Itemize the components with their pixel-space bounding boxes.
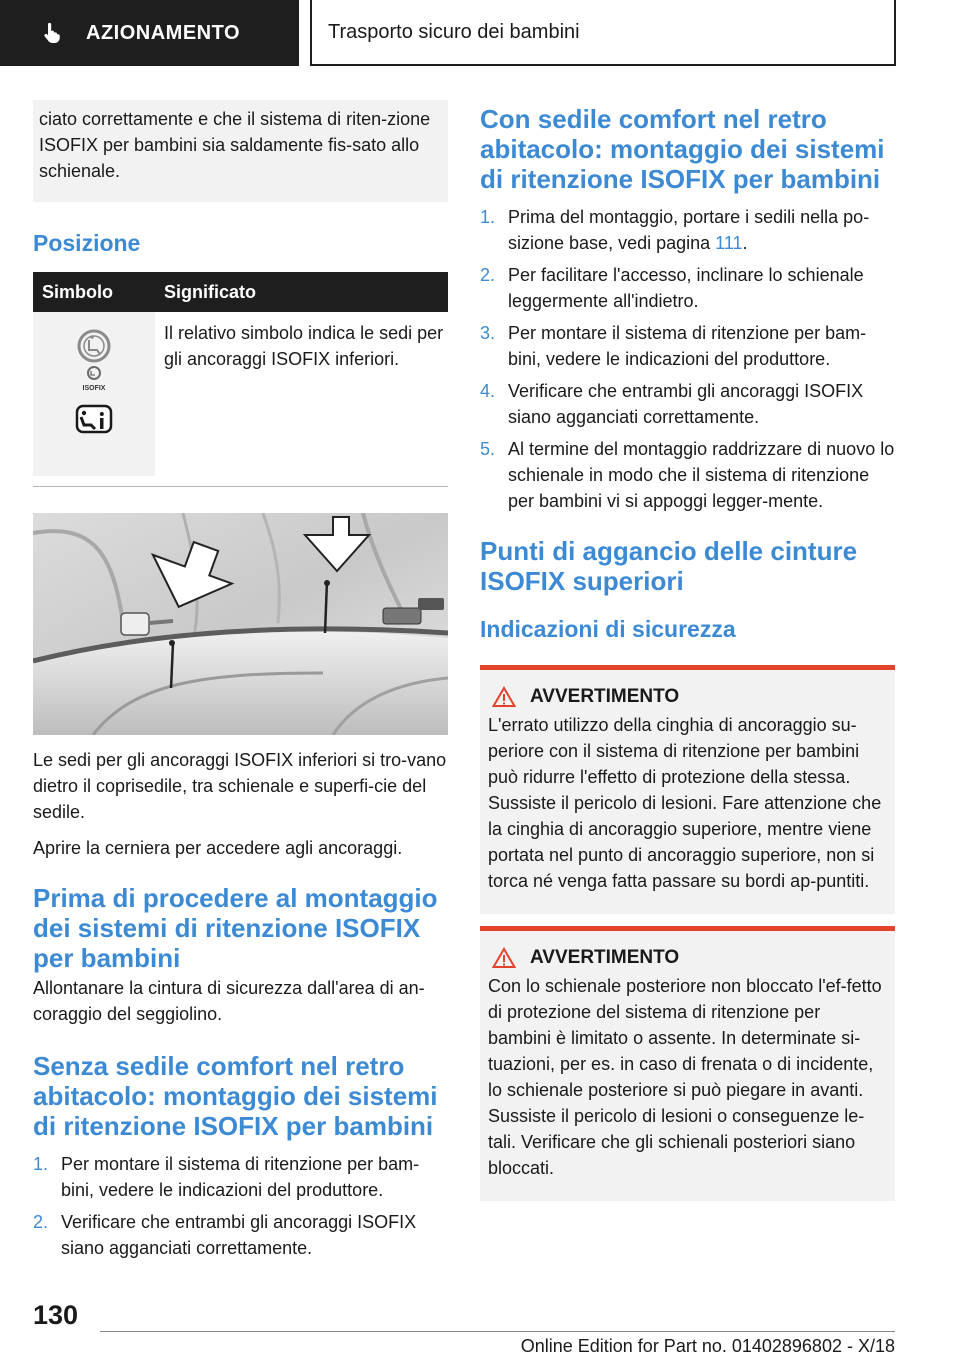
symbol-table-header — [33, 272, 448, 312]
col-header-symbol: Simbolo — [33, 272, 155, 312]
rear-seat-isofix-photo — [33, 513, 448, 735]
safety-heading: Indicazioni di sicurezza — [480, 616, 736, 642]
with-comfort-steps — [480, 204, 895, 514]
list-item: 4. Verificare che entrambi gli ancoraggi ISOFIX siano agganciati correttamente. — [480, 381, 864, 427]
list-item: 1. Prima del montaggio, portare i sedili nella po-sizione base, vedi pagina 111. — [480, 207, 870, 253]
warning-box — [480, 665, 895, 914]
page-number: 130 — [33, 1300, 79, 1330]
edition-text: Online Edition for Part no. 01402896802 - X/18 — [520, 1336, 895, 1356]
warning-title: AVVERTIMENTO — [530, 686, 680, 707]
top-tether-heading: Punti di aggancio delle cinture ISOFIX superiori — [480, 536, 858, 596]
page-link[interactable]: 111 — [715, 233, 743, 253]
list-item: 2. Verificare che entrambi gli ancoraggi ISOFIX siano agganciati correttamente. — [33, 1212, 417, 1258]
isofix-label-icon — [83, 367, 106, 392]
list-item: 3. Per montare il sistema di ritenzione per bam-bini, vedere le indicazioni del produttore. — [480, 323, 867, 369]
warning-title: AVVERTIMENTO — [530, 947, 680, 968]
continued-note-text: ciato correttamente e che il sistema di riten-zione ISOFIX per bambini sia saldamente fis-sato allo schienale. — [39, 109, 431, 181]
posizione-heading: Posizione — [33, 230, 141, 256]
symbol-cell — [33, 312, 155, 476]
section-label: AZIONAMENTO — [86, 21, 241, 44]
photo-action-text: Aprire la cerniera per accedere agli ancoraggi. — [33, 838, 403, 858]
warning-text: L'errato utilizzo della cinghia di ancoraggio su-periore con il sistema di ritenzione per bambini può ridurre l'effetto di protezione della stessa. Sussiste il pericolo di lesioni. Fare attenzione che la cinghia di ancoraggio superiore, mentre viene portata nel punto di ancoraggio superiore, non si torca né venga fatta passare su bordi ap-puntiti. — [488, 715, 882, 891]
before-mounting-heading: Prima di procedere al montaggio dei sistemi di ritenzione ISOFIX per bambini — [33, 883, 438, 973]
warning-text: Con lo schienale posteriore non bloccato l'ef-fetto di protezione del sistema di ritenzione per bambini è limitato o assente. In determinate si-tuazioni, per es. in caso di frenata o di incidente, lo schienale posteriore si può piegare in avanti. Sussiste il pericolo di lesioni o conseguenze le-tali. Verificare che gli schienali posteriori siano bloccati. — [488, 976, 882, 1178]
footer-rule — [100, 1331, 895, 1332]
right-column — [480, 104, 895, 1201]
continued-note-box — [33, 100, 448, 202]
hand-pointer-icon — [40, 21, 64, 45]
col-header-meaning: Significato — [155, 272, 448, 312]
without-comfort-steps — [33, 1151, 448, 1261]
with-comfort-seat-heading: Con sedile comfort nel retro abitacolo: montaggio dei sistemi di ritenzione ISOFIX per bambini — [480, 104, 885, 194]
child-seat-info-icon — [77, 406, 111, 432]
list-item: 5. Al termine del montaggio raddrizzare di nuovo lo schienale in modo che il sistema di ritenzione per bambini vi si appoggi legger-mente. — [480, 439, 895, 511]
table-row — [33, 312, 448, 476]
chapter-title-box — [310, 0, 896, 66]
isofix-symbols-icon — [64, 326, 124, 456]
photo-description: Le sedi per gli ancoraggi ISOFIX inferiori si tro-vano dietro il coprisedile, tra schienale e superfi-cie del sedile. — [33, 750, 447, 822]
warning-triangle-icon — [492, 947, 516, 969]
chapter-title: Trasporto sicuro dei bambini — [328, 20, 580, 43]
child-seat-circle-icon — [79, 331, 109, 361]
warning-box — [480, 926, 895, 1201]
warning-triangle-icon — [492, 686, 516, 708]
left-column — [33, 100, 448, 1267]
list-item: 1. Per montare il sistema di ritenzione per bam-bini, vedere le indicazioni del produttore. — [33, 1154, 420, 1200]
table-bottom-rule — [33, 486, 448, 487]
section-tab[interactable] — [0, 0, 299, 66]
meaning-cell: Il relativo simbolo indica le sedi per gli ancoraggi ISOFIX inferiori. — [164, 323, 444, 369]
before-mounting-text: Allontanare la cintura di sicurezza dall'area di an-coraggio del seggiolino. — [33, 978, 425, 1024]
list-item: 2. Per facilitare l'accesso, inclinare lo schienale leggermente all'indietro. — [480, 265, 864, 311]
without-comfort-seat-heading: Senza sedile comfort nel retro abitacolo: montaggio dei sistemi di ritenzione ISOFIX per bambini — [33, 1051, 438, 1141]
svg-text:ISOFIX: ISOFIX — [82, 385, 106, 392]
page-header — [0, 0, 960, 66]
symbol-table — [33, 272, 448, 476]
